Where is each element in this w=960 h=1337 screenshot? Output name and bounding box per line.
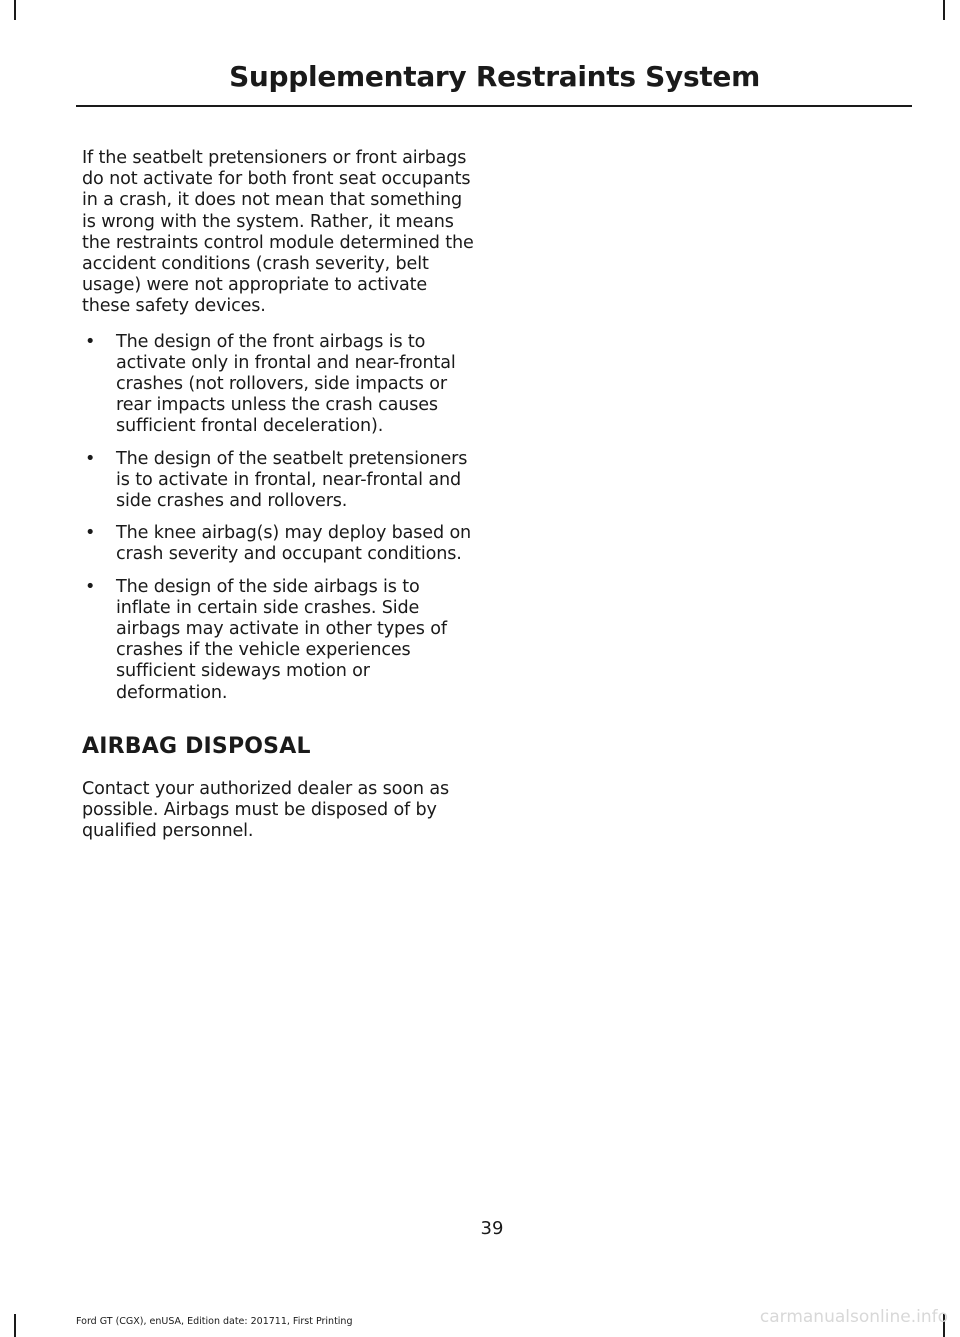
page-title: Supplementary Restraints System <box>229 60 760 93</box>
bullet-icon: • <box>85 331 96 352</box>
page-number: 39 <box>480 1218 504 1239</box>
bullet-icon: • <box>85 448 96 469</box>
list-item-text: The design of the front airbags is to activate only in frontal and near-frontal crashes (not rollovers, side impacts or rear impacts unless the crash causes sufficient frontal deceleration). <box>116 331 456 437</box>
bullet-icon: • <box>85 523 96 544</box>
list-item-text: The design of the side airbags is to inflate in certain side crashes. Side airbags may activate in other types of crashes if the vehicle experiences sufficient sideways motion or deformation. <box>116 576 447 703</box>
header-divider <box>76 105 912 107</box>
crop-mark-top-right <box>943 0 945 20</box>
list-item <box>82 523 477 565</box>
crop-mark-top-left <box>14 0 16 20</box>
section-heading: AIRBAG DISPOSAL <box>82 733 311 759</box>
list-item-text: The design of the seatbelt pretensioners is to activate in frontal, near-frontal and side crashes and rollovers. <box>116 448 468 512</box>
intro-paragraph: If the seatbelt pretensioners or front airbags do not activate for both front seat occupants in a crash, it does not mean that something is wrong with the system. Rather, it means the restraints control module determined the accident conditions (crash severity, belt usage) were not appropriate to activate these safety devices. <box>82 148 474 317</box>
main-column <box>82 148 477 842</box>
list-item <box>82 449 477 513</box>
bullet-icon: • <box>85 576 96 597</box>
list-item <box>82 332 477 438</box>
crop-mark-bottom-left <box>14 1314 16 1337</box>
section-paragraph: Contact your authorized dealer as soon as possible. Airbags must be disposed of by qualified personnel. <box>82 778 449 842</box>
list-item <box>82 577 477 704</box>
bullet-list <box>82 332 477 704</box>
watermark: carmanualsonline.info <box>759 1307 948 1327</box>
list-item-text: The knee airbag(s) may deploy based on crash severity and occupant conditions. <box>116 523 472 565</box>
edition-note: Ford GT (CGX), enUSA, Edition date: 201711, First Printing <box>76 1316 353 1327</box>
